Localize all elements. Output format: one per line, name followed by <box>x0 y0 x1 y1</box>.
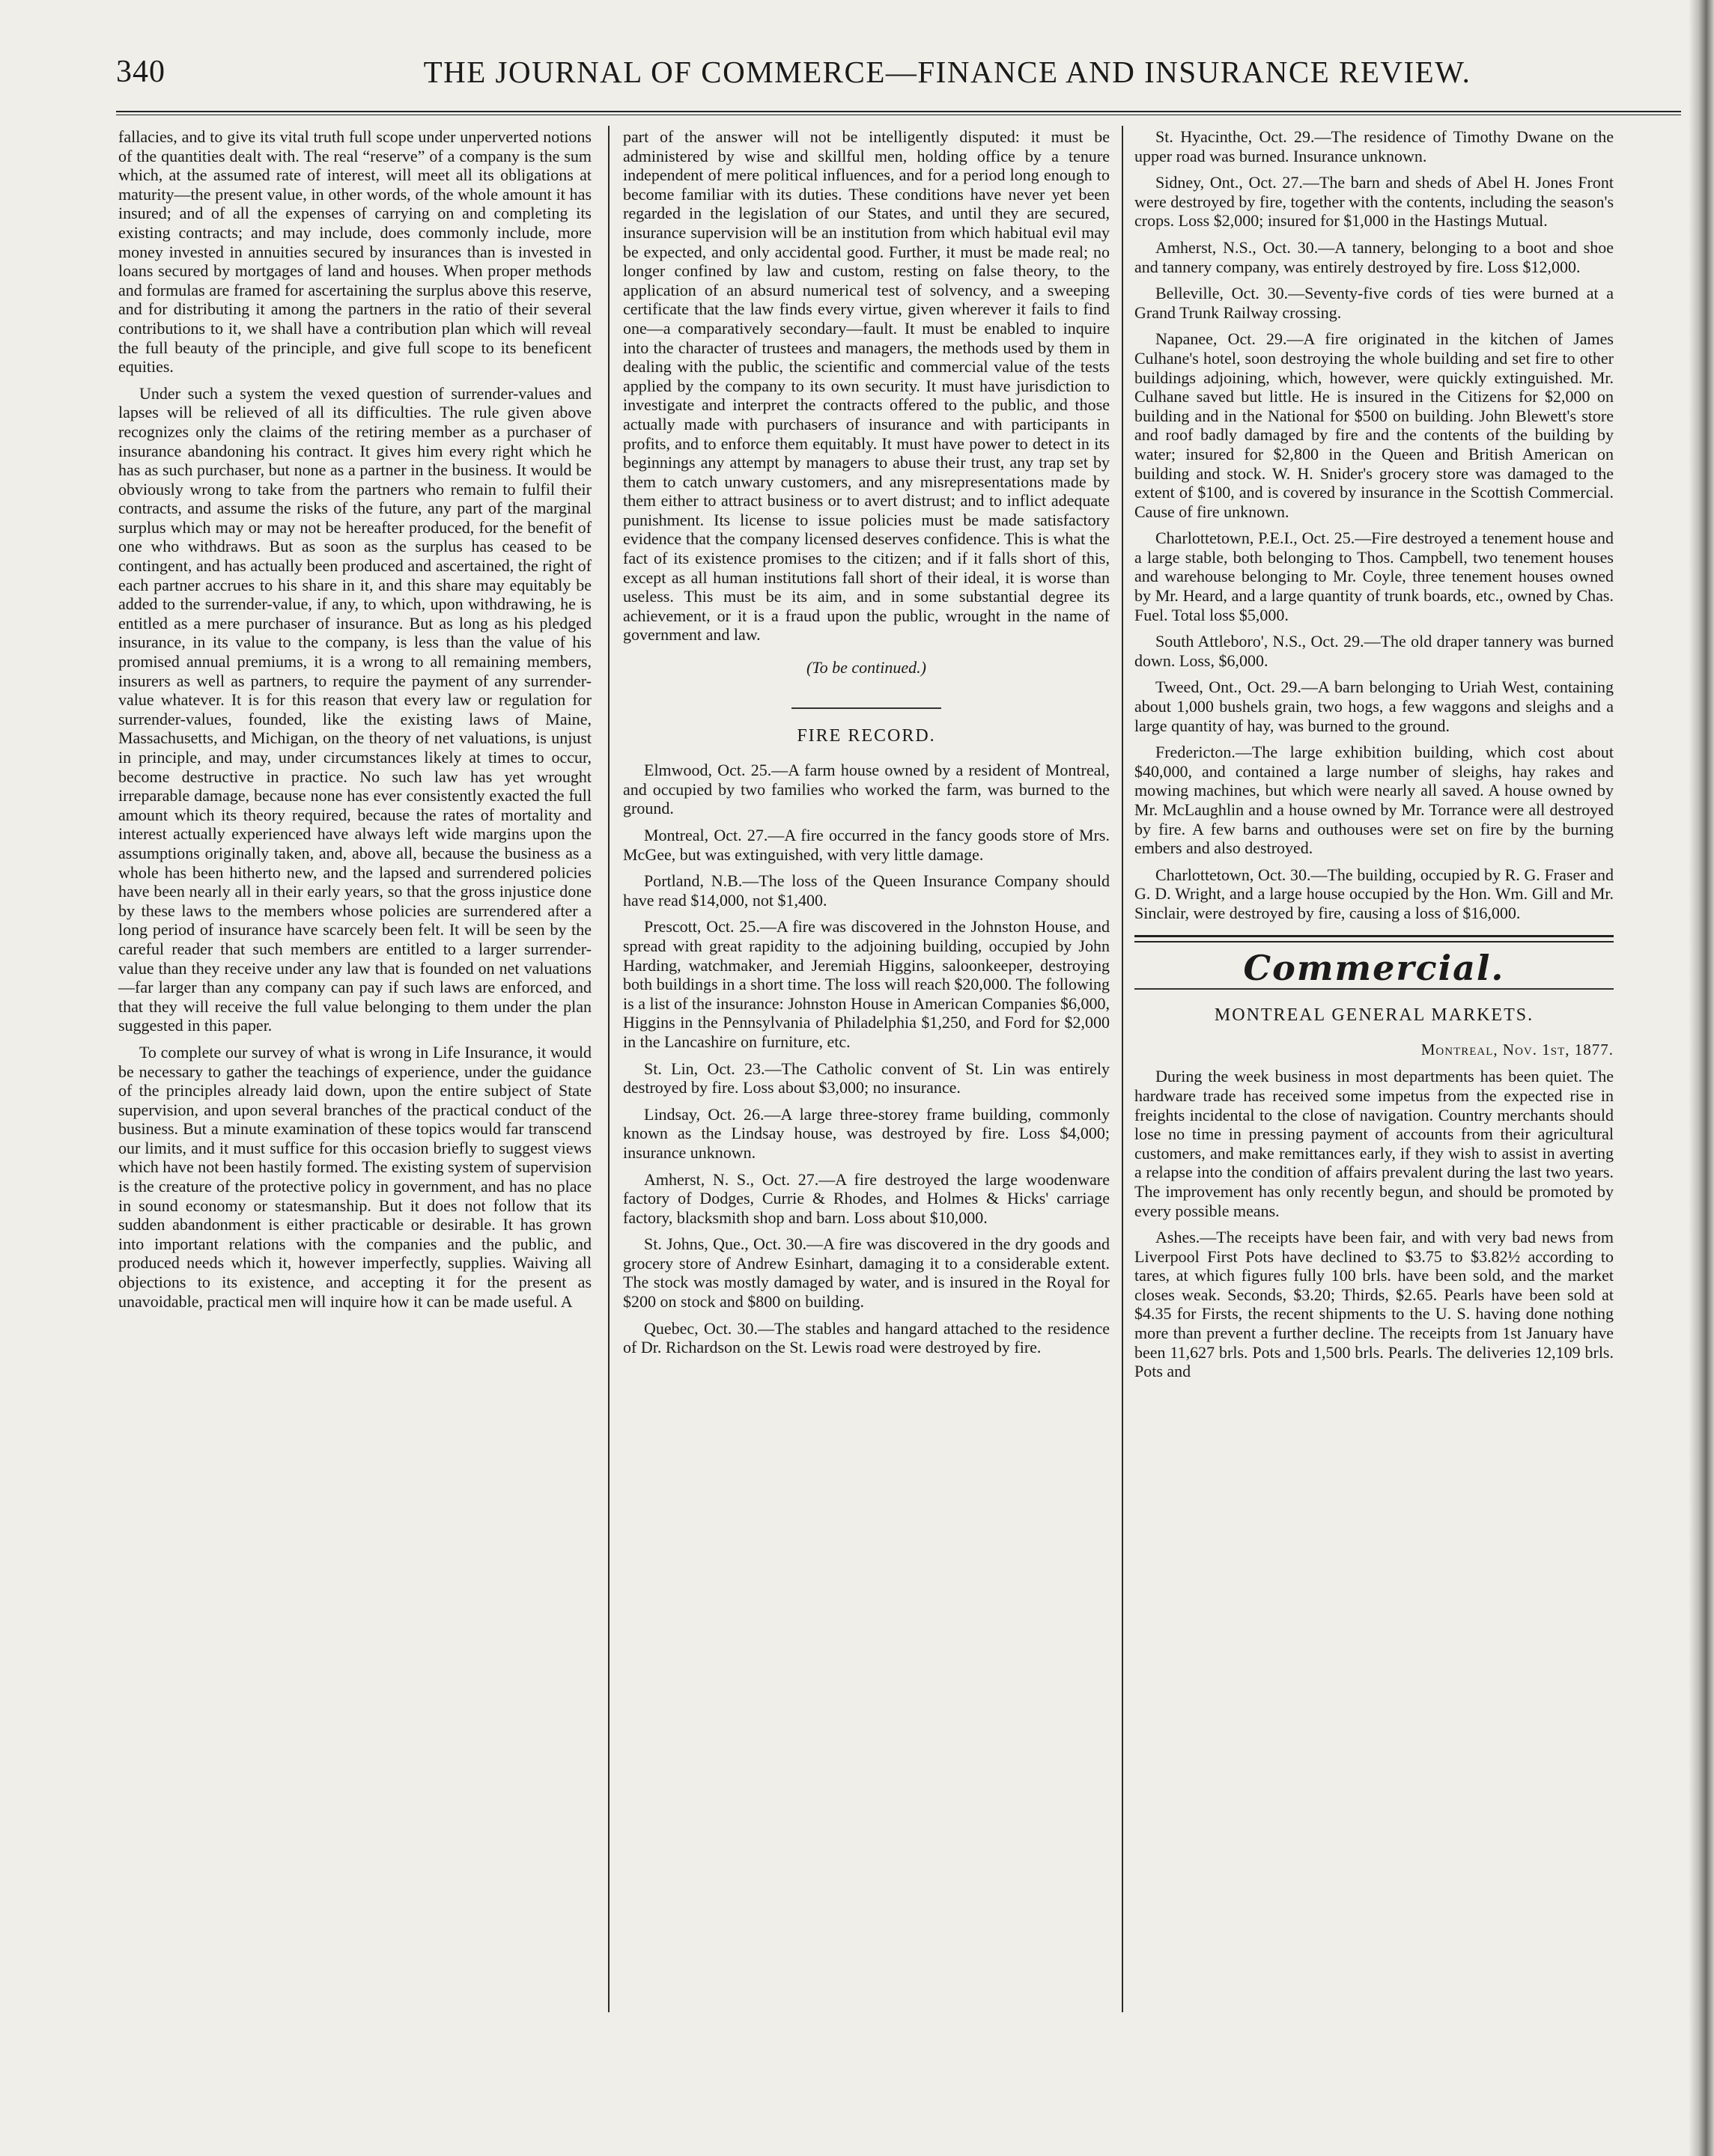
article-paragraph: To complete our survey of what is wrong in Life Insurance, it would be necessary to gather the teachings of experience, under the guidance of the principles already laid down, upon the entire subject of State supervision, and upon several branches of the practical conduct of the business. But a minute examination of these topics would far transcend our limits, and it must suffice for this occasion briefly to suggest views which have not been hastily formed. The existing system of supervision is the creature of the protective policy in government, and has no place in sound economy or statesmanship. But it does not follow that its sudden abandonment is either practicable or desirable. It has grown into important relations with the companies and the public, and produced needs which it, however imperfectly, supplies. Waiving all objections to its existence, and accepting it for the present as unavoidable, practical men will inquire how it can be made useful. A <box>118 1042 592 1311</box>
header-rule <box>116 111 1681 115</box>
commercial-heading: Commercial. <box>1243 947 1505 988</box>
column-left <box>118 127 592 2014</box>
section-double-rule <box>1134 935 1614 943</box>
fire-report: Fredericton.—The large exhibition building, which cost about $40,000, and contained a large number of sleighs, hay rakes and mowing machines, but which were nearly all saved. A house owned by Mr. McLaughlin and a house owned by Mr. Torrance were all destroyed by fire. A few barns and outhouses were set on fire by the burning embers and also destroyed. <box>1134 743 1614 858</box>
fire-report: Charlottetown, Oct. 30.—The building, occupied by R. G. Fraser and G. D. Wright, and a large house occupied by the Hon. Wm. Gill and Mr. Sinclair, were destroyed by fire, causing a loss of $16,000. <box>1134 865 1614 922</box>
article-paragraph: Under such a system the vexed question of surrender-values and lapses will be relieved of all its difficulties. The rule given above recognizes only the claims of the retiring member as a purchaser of insurance abandoning his contract. It gives him every right which he has as such purchaser, but none as a partner in the business. It would be obviously wrong to take from the partners who remain to fulfil their contracts, and assume the risks of the future, any part of the marginal surplus which may or may not be hereafter produced, for the benefit of one who withdraws. But as soon as the surplus has ceased to be contingent, and has actually been produced and ascertained, the right of each partner accrues to his share in it, and this share may equitably be added to the surrender-value, if any, to which, upon withdrawing, he is entitled as a mere purchaser of insurance. But as long as his pledged insurance, in its value to the company, is less than the value of his promised annual premiums, it is a wrong to all remaining members, insurers as well as partners, to require the payment of any surrender-value whatever. It is for this reason that every law or regulation for surrender-values, founded, like the existing laws of Maine, Massachusetts, and Michigan, on the theory of net valuations, is unjust in principle, and may, under circumstances likely at times to occur, become destructive in practice. No such law has yet wrought irreparable damage, because none has ever consistently exacted the full amount which its theory required, because the rates of mortality and interest actually experienced have always left wide margins upon the assumptions originally taken, and, above all, because the business as a whole has been hitherto new, and the lapsed and surrendered policies have been nearly all in their early years, so that the gross injustice done by these laws to the members whose policies are surrendered after a long period of insurance have scarcely been felt. It will be seen by the careful reader that such members are entitled to a larger surrender-value than they receive under any law that is founded on net valuations—far larger than any company can pay if such laws are enforced, and that they will receive the full value belonging to them under the plan suggested in this paper. <box>118 383 592 1035</box>
section-rule <box>1134 988 1614 990</box>
column-divider <box>608 126 610 2012</box>
fire-report: Charlottetown, P.E.I., Oct. 25.—Fire destroyed a tenement house and a large stable, both belonging to Thos. Campbell, two tenement houses and warehouse belonging to Mr. Coyle, three tenement houses owned by Mr. Heard, and a large quantity of trunk boards, etc., owned by Chas. Fuel. Total loss $5,000. <box>1134 529 1614 624</box>
fire-report: Sidney, Ont., Oct. 27.—The barn and sheds of Abel H. Jones Front were destroyed by fire, together with the contents, including the season's crops. Loss $2,000; insured for $1,000 in the Hastings Mutual. <box>1134 173 1614 231</box>
fire-report: Tweed, Ont., Oct. 29.—A barn belonging to Uriah West, containing about 1,000 bushels grain, two hogs, a few waggons and sleighs and a large quantity of hay, was burned to the ground. <box>1134 677 1614 735</box>
page-number: 340 <box>116 55 165 89</box>
column-right <box>1134 127 1614 2014</box>
markets-dateline <box>1134 1041 1614 1060</box>
fire-report: South Attleboro', N.S., Oct. 29.—The old draper tannery was burned down. Loss, $6,000. <box>1134 632 1614 670</box>
fire-report: Napanee, Oct. 29.—A fire originated in the kitchen of James Culhane's hotel, soon destroying the whole building and set fire to other buildings adjoining, which, however, were quickly extinguished. Mr. Culhane saved but little. He is insured in the Citizens for $2,000 on building and in the National for $500 on building. John Blewett's store and roof badly damaged by fire and the contents of the building by water; insured for $2,800 in the Queen and British American on building and stock. W. H. Snider's grocery store was damaged to the extent of $100, and is covered by insurance in the Scottish Commercial. Cause of fire unknown. <box>1134 329 1614 521</box>
article-paragraph: part of the answer will not be intelligently disputed: it must be administered by wise and skillful men, holding office by a tenure independent of mere political influences, and for a period long enough to become familiar with its duties. These conditions have never yet been regarded in the legislation of our States, and until they are secured, insurance supervision will be an institution from which habitual evil may be expected, and only accidental good. Further, it must be made real; no longer confined by law and custom, resting on false theory, to the application of an absurd numerical test of solvency, and a sweeping certificate that the law finds every virtue, given wherever it fails to find one—a comparatively secondary—fault. It must be enabled to inquire into the character of trustees and managers, the methods used by them in dealing with the public, the scientific and commercial value of the tests applied by the company to its own security. It must have jurisdiction to investigate and interpret the contracts offered to the public, and those actually made with purchasers of insurance and with participants in profits, and to enforce them equitably. It must have power to detect in its beginnings any attempt by managers to abuse their trust, any trap set by them to catch unwary customers, and any misrepresentations made by them either to attract business or to avert distrust; and to inflict adequate punishment. Its license to issue policies must be made satisfactory evidence that the company licensed deserves confidence. This is what the fact of its existence promises to the citizen; and if it falls short of this, except as all human institutions fall short of their ideal, it is worse than useless. This must be its aim, and in some substantial degree its achievement, or it is a fraud upon the public, wrought in the name of government and law. <box>623 127 1110 645</box>
page-header <box>116 54 1674 99</box>
fire-report: Amherst, N.S., Oct. 30.—A tannery, belonging to a boot and shoe and tannery company, was entirely destroyed by fire. Loss $12,000. <box>1134 237 1614 276</box>
to-be-continued-note: (To be continued.) <box>806 658 926 677</box>
journal-title: THE JOURNAL OF COMMERCE—FINANCE AND INSURANCE REVIEW. <box>423 55 1471 89</box>
fire-report: Montreal, Oct. 27.—A fire occurred in the fancy goods store of Mrs. McGee, but was extinguished, with very little damage. <box>623 826 1110 864</box>
fire-report: Amherst, N. S., Oct. 27.—A fire destroyed the large woodenware factory of Dodges, Currie & Rhodes, and Holmes & Hicks' carriage factory, blacksmith shop and barn. Loss about $10,000. <box>623 1169 1110 1227</box>
fire-report: Belleville, Oct. 30.—Seventy-five cords of ties were burned at a Grand Trunk Railway crossing. <box>1134 284 1614 322</box>
market-report: Ashes.—The receipts have been fair, and with very bad news from Liverpool First Pots have declined to $3.75 to $3.82½ according to tares, at which figures fully 100 brls. have been sold, and the market closes weak. Seconds, $3.20; Thirds, $2.65. Pearls have been sold at $4.35 for Firsts, the recent shipments to the U. S. having done nothing more than prevent a further decline. The receipts from 1st January have been 11,627 brls. Pots and 1,500 brls. Pearls. The deliveries 12,109 brls. Pots and <box>1134 1228 1614 1381</box>
fire-report: Lindsay, Oct. 26.—A large three-storey frame building, commonly known as the Lindsay house, was destroyed by fire. Loss $4,000; insurance unknown. <box>623 1104 1110 1162</box>
section-rule <box>791 707 941 709</box>
fire-record-heading: FIRE RECORD. <box>797 725 936 746</box>
column-divider <box>1122 126 1123 2012</box>
article-paragraph: fallacies, and to give its vital truth full scope under unperverted notions of the quantities dealt with. The real “reserve” of a company is the sum which, at the assumed rate of interest, will meet all its obligations at maturity—the present value, in other words, of the whole amount it has insured; and of all the expenses of carrying on and completing its existing contracts; and may include, does commonly include, more money invested in annuities secured by insurances than is invested in loans secured by mortgages of land and houses. When proper methods and formulas are framed for ascertaining the surplus above this reserve, and for distributing it among the partners in the ratio of their several contributions to it, we shall have a contribution plan which will reveal the full beauty of the principle, and give full scope to its beneficent equities. <box>118 127 592 377</box>
fire-report: Prescott, Oct. 25.—A fire was discovered in the Johnston House, and spread with great rapidity to the adjoining building, occupied by John Harding, watchmaker, and Jeremiah Higgins, saloonkeeper, destroying both buildings in a short time. The loss will reach $20,000. The following is a list of the insurance: Johnston House in American Companies $6,000, Higgins in the Pennsylvania of Philadelphia $1,250, and Ford for $2,000 in the Lancashire on furniture, etc. <box>623 917 1110 1051</box>
dateline-text: Montreal, Nov. 1st, 1877. <box>1420 1040 1614 1059</box>
column-middle <box>623 127 1110 2014</box>
markets-heading: MONTREAL GENERAL MARKETS. <box>1214 1005 1534 1026</box>
binding-edge <box>1689 0 1714 2156</box>
fire-report: Quebec, Oct. 30.—The stables and hangard attached to the residence of Dr. Richardson on the St. Lewis road were destroyed by fire. <box>623 1318 1110 1357</box>
fire-report: St. Johns, Que., Oct. 30.—A fire was discovered in the dry goods and grocery store of Andrew Esinhart, damaging it to a considerable extent. The stock was mostly damaged by water, and is insured in the Royal for $200 on stock and $800 on building. <box>623 1234 1110 1312</box>
fire-report: St. Hyacinthe, Oct. 29.—The residence of Timothy Dwane on the upper road was burned. Insurance unknown. <box>1134 127 1614 165</box>
fire-report: Portland, N.B.—The loss of the Queen Insurance Company should have read $14,000, not $1,400. <box>623 871 1110 910</box>
fire-report: St. Lin, Oct. 23.—The Catholic convent of St. Lin was entirely destroyed by fire. Loss about $3,000; no insurance. <box>623 1059 1110 1097</box>
fire-report: Elmwood, Oct. 25.—A farm house owned by a resident of Montreal, and occupied by two families who worked the farm, was burned to the ground. <box>623 761 1110 818</box>
market-report: During the week business in most departments has been quiet. The hardware trade has received some impetus from the expected rise in freights incidental to the close of navigation. Country merchants should lose no time in pressing payment of accounts from their agricultural customers, and make remittances early, if they wish to assist in averting a relapse into the condition of affairs prevalent during the last two years. The improvement has only recently begun, and should be promoted by every possible means. <box>1134 1067 1614 1220</box>
